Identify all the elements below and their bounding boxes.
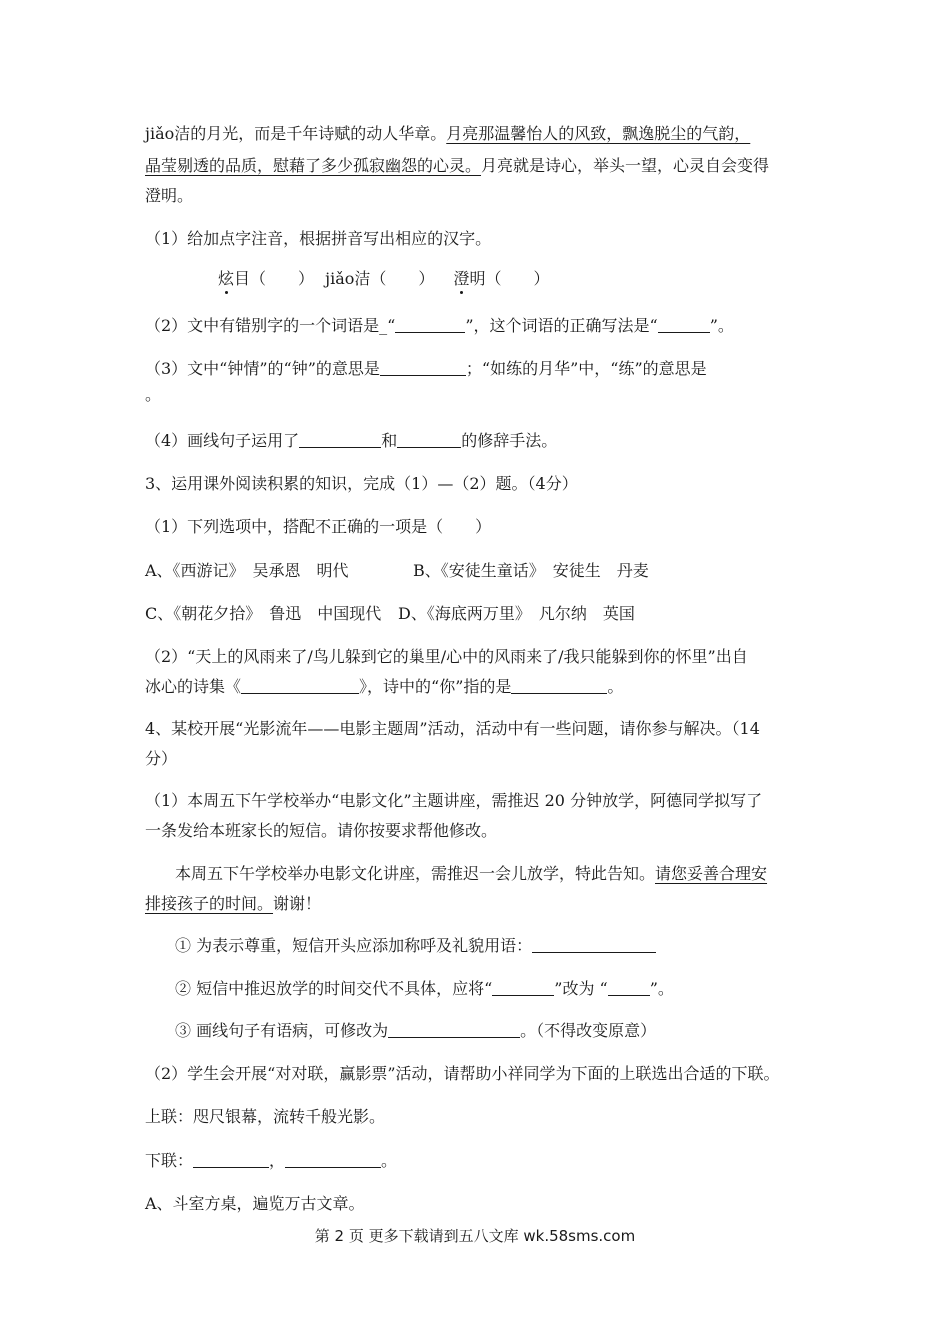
q4-part2 <box>145 1063 780 1085</box>
passage-text: 澄明。 <box>145 186 194 205</box>
pinyin-item: 明（ ） <box>469 269 550 288</box>
passage-line-3 <box>145 185 193 207</box>
answer-blank[interactable] <box>532 936 656 953</box>
question-text: （4）画线句子运用了 <box>145 431 300 450</box>
question-text: （1）给加点字注音，根据拼音写出相应的汉字。 <box>145 229 492 248</box>
sms-line-2 <box>145 893 321 915</box>
question-heading: 分） <box>145 749 178 768</box>
sms-line-1 <box>175 863 767 885</box>
q3-part2-line2 <box>145 676 623 698</box>
passage-text: 月亮就是诗心，举头一望，心灵自会变得 <box>481 156 770 175</box>
sms-text: 谢谢！ <box>273 894 322 913</box>
q3-part2-line1 <box>145 646 748 668</box>
underlined-sentence: 月亮那温馨怡人的风致，飘逸脱尘的气韵， <box>446 124 751 143</box>
option-c: C、《朝花夕拾》 鲁迅 中国现代 <box>145 604 382 623</box>
answer-blank[interactable] <box>511 677 607 694</box>
couplet-text: 下联： <box>145 1151 194 1170</box>
couplet-upper <box>145 1106 385 1128</box>
question-text: ”。 <box>649 979 674 998</box>
underlined-sentence: 晶莹剔透的品质，慰藉了多少孤寂幽怨的心灵。 <box>145 156 482 175</box>
question-text: 的修辞手法。 <box>461 431 558 450</box>
question-text: （3）文中“钟情”的“钟”的意思是 <box>145 359 380 378</box>
underlined-sentence: 请您妥善合理安 <box>655 864 768 883</box>
option-a: A、《西游记》 吴承恩 明代 <box>145 561 349 580</box>
page-footer: 第 2 页 更多下载请到五八文库 wk.58sms.com <box>314 1227 636 1245</box>
question-text: 。（不得改变原意） <box>520 1021 657 1040</box>
q2-part1 <box>145 228 491 250</box>
q2-part2 <box>145 315 734 337</box>
question-text: ”。 <box>709 316 734 335</box>
q2-part4 <box>145 430 557 452</box>
question-text: （1）本周五下午学校举办“电影文化”主题讲座，需推迟 20 分钟放学，阿德同学拟写了 <box>145 791 763 810</box>
question-text: 。 <box>145 385 162 404</box>
q2-part3 <box>145 358 707 380</box>
passage-line-2 <box>145 155 769 177</box>
underlined-sentence: 排接孩子的时间。 <box>145 894 274 913</box>
pinyin-item: 目（ ） <box>234 269 315 288</box>
q2-pinyin-row <box>218 268 550 290</box>
answer-blank[interactable] <box>380 359 466 376</box>
answer-blank[interactable] <box>299 431 381 448</box>
question-heading: 4、某校开展“光影流年——电影主题周”活动，活动中有一些问题，请你参与解决。（14 <box>145 719 760 738</box>
question-text: ；“如练的月华”中，“练”的意思是 <box>465 359 707 378</box>
option-d: D、《海底两万里》 凡尔纳 英国 <box>398 604 635 623</box>
question-text: ① 为表示尊重，短信开头应添加称呼及礼貌用语： <box>175 936 533 955</box>
question-heading: 3、运用课外阅读积累的知识，完成（1）—（2）题。（4分） <box>145 474 578 493</box>
sms-text: 本周五下午学校举办电影文化讲座，需推迟一会儿放学，特此告知。 <box>175 864 656 883</box>
q4-sub3 <box>175 1020 656 1042</box>
couplet-text: ， <box>269 1151 286 1170</box>
question-text: 一条发给本班家长的短信。请你按要求帮他修改。 <box>145 821 498 840</box>
couplet-lower <box>145 1150 397 1172</box>
answer-blank[interactable] <box>397 431 461 448</box>
answer-blank[interactable] <box>388 1021 520 1038</box>
answer-blank[interactable] <box>285 1151 381 1168</box>
dotted-char: 澄 <box>453 269 470 288</box>
question-text: ② 短信中推迟放学的时间交代不具体，应将“ <box>175 979 493 998</box>
passage-line-1 <box>145 123 750 145</box>
question-text: 》，诗中的“你”指的是 <box>359 677 512 696</box>
question-text: （1）下列选项中，搭配不正确的一项是（ ） <box>145 517 492 536</box>
q3-title <box>145 473 578 495</box>
answer-blank[interactable] <box>492 979 554 996</box>
answer-blank[interactable] <box>193 1151 269 1168</box>
question-text: （2）“天上的风雨来了/鸟儿躲到它的巢里/心中的风雨来了/我只能躲到你的怀里”出自 <box>145 647 748 666</box>
pinyin-item: jiǎo洁（ ） <box>325 269 435 288</box>
dotted-char: 炫 <box>218 269 235 288</box>
q2-part3-cont <box>145 384 161 406</box>
question-text: （2）文中有错别字的一个词语是_“ <box>145 316 396 335</box>
couplet-option-a <box>145 1193 365 1215</box>
answer-blank[interactable] <box>395 316 465 333</box>
question-text: 和 <box>381 431 398 450</box>
q4-title-line2 <box>145 748 177 770</box>
answer-blank[interactable] <box>241 677 359 694</box>
q4-sub1 <box>175 935 656 957</box>
option-a: A、斗室方桌，遍览万古文章。 <box>145 1194 365 1213</box>
q3-part1 <box>145 516 491 538</box>
option-b: B、《安徒生童话》 安徒生 丹麦 <box>413 561 649 580</box>
question-text: ③ 画线句子有语病，可修改为 <box>175 1021 389 1040</box>
question-text: 冰心的诗集《 <box>145 677 242 696</box>
q3-options-ab <box>145 560 649 582</box>
q4-title-line1 <box>145 718 760 740</box>
question-text: ”，这个词语的正确写法是“ <box>465 316 658 335</box>
couplet-text: 。 <box>381 1151 398 1170</box>
q4-part1-line1 <box>145 790 762 812</box>
answer-blank[interactable] <box>658 316 710 333</box>
question-text: （2）学生会开展“对对联，赢影票”活动，请帮助小祥同学为下面的上联选出合适的下联。 <box>145 1064 780 1083</box>
passage-text: jiǎo洁的月光，而是千年诗赋的动人华章。 <box>145 124 447 143</box>
question-text: 。 <box>607 677 624 696</box>
q4-sub2 <box>175 978 674 1000</box>
couplet-text: 上联：咫尺银幕，流转千般光影。 <box>145 1107 386 1126</box>
q3-options-cd <box>145 603 635 625</box>
answer-blank[interactable] <box>608 979 650 996</box>
q4-part1-line2 <box>145 820 497 842</box>
question-text: ”改为 “ <box>554 979 608 998</box>
